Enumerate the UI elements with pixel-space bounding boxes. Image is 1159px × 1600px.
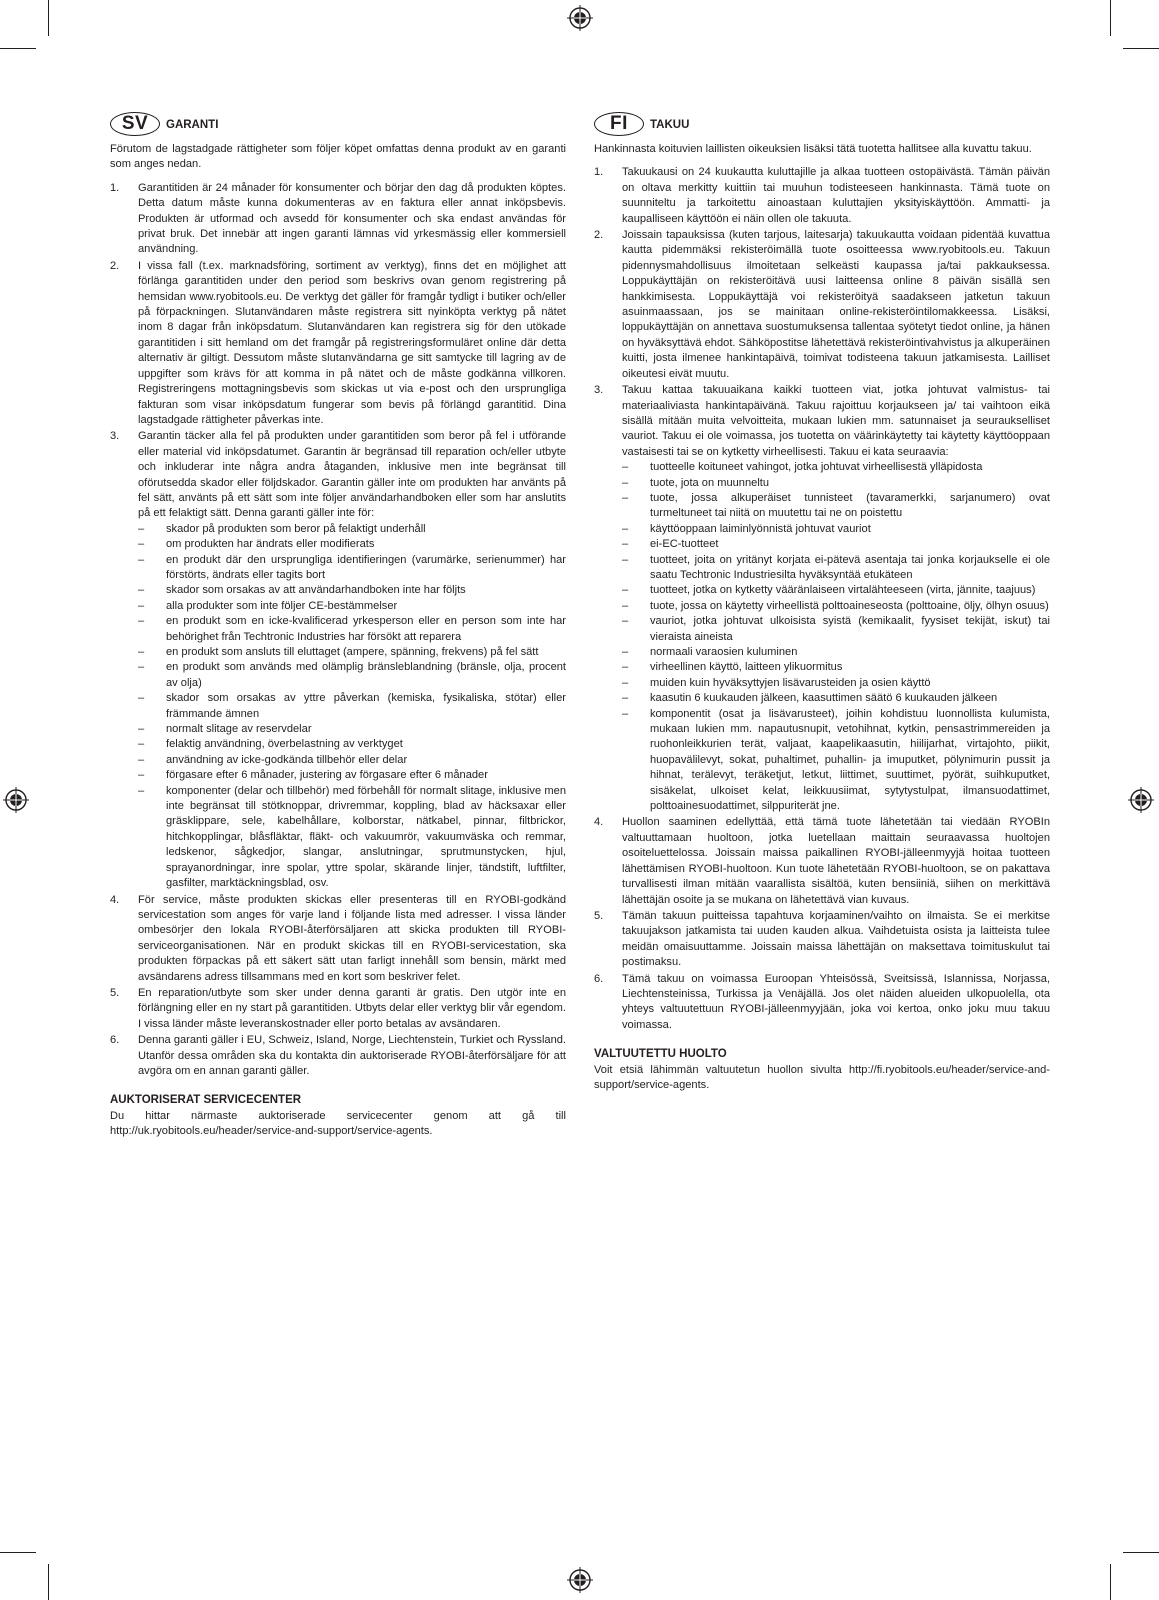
item-text: Tämän takuun puitteissa tapahtuva korjaaminen/vaihto on ilmaista. Se ei merkitse takuujakson jatkamista tai uuden kauden alkua. Vaihdetuista osista ja laitteista tulee meidän omaisuuttamme. Joissain maissa lähettäjän on maksettava toimituskulut tai postimaksu.: [622, 909, 1050, 969]
dash-bullet: –: [622, 661, 629, 674]
crop-mark: [1123, 48, 1159, 49]
section-title: TAKUU: [650, 119, 690, 132]
exclusion-list: [622, 460, 1050, 814]
dash-bullet: –: [138, 661, 145, 674]
exclusion-text: tuotteet, joita on yritänyt korjata ei-pätevä asentaja tai jonka korjaukselle ei ole saatu Techtronic Industriesilta hyväksyntää etukäteen: [650, 553, 1050, 581]
item-body: [138, 259, 566, 428]
exclusion-text: tuote, jossa on käytetty virheellistä polttoaineseosta (polttoaine, öljy, ölhyn osuus): [650, 599, 1049, 612]
exclusion-text: en produkt där den ursprungliga identifieringen (varumärke, serienummer) har förstörts, ändrats eller tagits bort: [166, 553, 566, 581]
intro-paragraph: Hankinnasta koituvien laillisten oikeuksien lisäksi tätä tuotetta hallitsee alla kuvattu takuu.: [594, 143, 1032, 155]
item-number: 5.: [110, 986, 120, 999]
list-item: [110, 986, 566, 1032]
dash-bullet: –: [138, 538, 145, 551]
exclusion-item: [138, 553, 566, 584]
exclusion-text: virheellinen käyttö, laitteen ylikuormitus: [650, 661, 843, 674]
item-number: 6.: [110, 1034, 120, 1047]
item-text: Garantin täcker alla fel på produkten under garantitiden som beror på fel i utförande eller material vid inköpsdatumet. Garantin är begränsad till reparation och/eller utbyte och inkluderar inte några andra åtaganden, inklusive men inte begränsat till oförutsedda skador eller följdskador. Garantin gäller inte om produkten har använts på fel sätt, använts på ett sätt som inte följer användarhandboken eller som har anslutits på ett felaktigt sätt. Denna garanti gäller inte för:: [138, 430, 566, 520]
dash-bullet: –: [138, 784, 145, 797]
service-paragraph: Du hittar närmaste auktoriserade servicecenter genom att gå till http://uk.ryobitools.eu/header/service-and-support/service-agents.: [110, 1109, 566, 1138]
exclusion-item: [622, 660, 1050, 675]
item-text: Joissain tapauksissa (kuten tarjous, laitesarja) takuukautta voidaan pidentää kuvattua kautta pidemmäksi rekisteröimällä tuote osoitteessa www.ryobitools.eu. Takuun pidennysmahdollisuus ilmoitetaan selkeästi kaupassa ja/tai pakkauksessa. Loppukäyttäjän on rekisteröitävä uusi laitteensa online 8 päivän sisällä sen hankkimisesta. Loppukäyttäjä voi rekisteröityä saadakseen jatketun takuun asuinmaassaan, jos se mainitaan online-rekisteröintilomakkeessa. Lisäksi, loppukäyttäjän on annettava suostumuksensa tallentaa syötetyt tiedot online, ja hänen on hyväksyttävä ehdot. Sähköpostitse lähetettävä rekisteröintivahvistus ja alkuperäinen kuitti, josta ilmenee hankintapäivä, toimivat todisteena takuun jatkamisesta. Lailliset oikeutesi eivät muutu.: [622, 229, 1050, 380]
list-item: [110, 893, 566, 985]
item-text: Tämä takuu on voimassa Euroopan Yhteisössä, Sveitsissä, Islannissa, Norjassa, Liechtensteinissa, Turkissa ja Venäjällä. Jos olet näiden alueiden ulkopuolella, ota yhteys valtuutettuun RYOBI-jälleenmyyjään, joka voi kertoa, onko joku muu takuu voimassa.: [622, 972, 1050, 1031]
list-item: [594, 815, 1050, 907]
section-header: [594, 110, 1050, 138]
item-text: Denna garanti gäller i EU, Schweiz, Island, Norge, Liechtenstein, Turkiet och Ryssland. Utanför dessa områden ska du kontakta din auktoriserade RYOBI-återförsäljare för att avgöra om en annan garanti gäller.: [138, 1034, 566, 1077]
dash-bullet: –: [622, 538, 629, 551]
exclusion-item: [138, 583, 566, 598]
item-body: [622, 228, 1050, 382]
item-body: [138, 1033, 566, 1079]
intro-paragraph: Förutom de lagstadgade rättigheter som följer köpet omfattas denna produkt av en garanti som anges nedan.: [110, 143, 566, 171]
crop-mark: [0, 48, 36, 49]
exclusion-text: muiden kuin hyväksyttyjen lisävarusteiden ja osien käyttö: [650, 676, 931, 689]
registration-mark-icon: [1127, 786, 1155, 814]
exclusion-item: [138, 660, 566, 691]
exclusion-item: [622, 645, 1050, 660]
exclusion-text: vauriot, jotka johtuvat ulkoisista syistä (kemikaalit, fyysiset tekijät, iskut) tai vieraista aineista: [650, 615, 1050, 643]
service-paragraph: Voit etsiä lähimmän valtuutetun huollon sivulta http://fi.ryobitools.eu/header/service-and-support/service-agents.: [594, 1063, 1050, 1091]
exclusion-text: skador som orsakas av att användarhandboken inte har följts: [166, 584, 466, 597]
list-item: [110, 1033, 566, 1079]
dash-bullet: –: [138, 646, 145, 658]
exclusion-text: tuotteelle koituneet vahingot, jotka johtuvat virheellisestä ylläpidosta: [650, 461, 983, 474]
item-text: En reparation/utbyte som sker under denna garanti är gratis. Den utgör inte en förlängning eller en ny start på garantitiden. Utbyts delar eller verktyg blir vår egendom. I vissa länder måste leveranskostnader eller porto betalas av avsändaren.: [138, 986, 566, 1030]
exclusion-text: skador på produkten som beror på felaktigt underhåll: [166, 522, 426, 535]
exclusion-text: om produkten har ändrats eller modifierats: [166, 538, 375, 551]
list-item: [110, 181, 566, 258]
list-item: [110, 259, 566, 428]
item-text: Takuu kattaa takuuaikana kaikki tuotteen viat, jotka johtuvat valmistus- tai materiaaliviasta hankintapäivänä. Takuu rajoittuu korjaukseen ja/ tai vaihtoon eikä sisällä mitään muita velvoitteita, mukaan lukien mm. satunnaiset ja seuraukselliset vauriot. Takuu ei ole voimassa, jos tuotetta on väärinkäytetty tai käytetty käyttöoppaan vastaisesti tai se on kytketty virheellisesti. Takuu ei kata seuraavia:: [622, 384, 1050, 458]
item-body: [622, 165, 1050, 227]
section-fi-warranty: [594, 110, 1050, 1093]
dash-bullet: –: [622, 476, 629, 489]
dash-bullet: –: [138, 584, 145, 597]
section-sv-warranty: [110, 110, 566, 1140]
registration-mark-icon: [566, 4, 594, 32]
crop-mark: [48, 0, 49, 36]
exclusion-text: en produkt som ansluts till eluttaget (ampere, spänning, frekvens) på fel sätt: [166, 646, 539, 658]
section-header: [110, 110, 566, 138]
language-badge: SV: [110, 112, 160, 136]
item-number: 4.: [110, 893, 120, 906]
item-number: 3.: [110, 430, 120, 443]
exclusion-text: komponenter (delar och tillbehör) med förbehåll för normalt slitage, inklusive men inte begränsat till stötknoppar, drivremmar, koppling, blad av häcksaxar eller gräsklippare, sele, kabelhållare, kolborstar, nätkabel, pinnar, filtbrickor, hitchkopplingar, blåsfläktar, fläkt- och vakuumrör, vakuumväska och remmar, ledskenor, sågkedjor, slangar, anslutningar, sprutmunstycken, hjul, sprayanordningar, inre spolar, yttre spolar, skärande linjer, tändstift, luftfilter, gasfilter, marktäckningsblad, osv.: [166, 784, 566, 890]
service-heading: VALTUUTETTU HUOLTO: [594, 1048, 727, 1061]
crop-mark: [1110, 1564, 1111, 1600]
item-text: Huollon saaminen edellyttää, että tämä tuote lähetetään tai viedään RYOBIn valtuuttamaan huoltoon, jotka luetellaan maittain seuraavassa huoltojen osoiteluettelossa. Joissain maissa paikallinen RYOBI-jälleenmyyjä hoitaa tuotteen lähettämisen RYOBI-huoltoon. Kun tuote lähetetään RYOBI-huoltoon, se on pakattava turvallisesti ilman mitään vaarallista sisältöä, kuten bensiiniä, siihen on merkittävä lähettäjän osoite ja se mukana on lähetettävä vian kuvaus.: [622, 816, 1050, 906]
exclusion-item: [138, 614, 566, 645]
exclusion-text: användning av icke-godkända tillbehör eller delar: [166, 753, 408, 766]
dash-bullet: –: [622, 615, 629, 628]
item-number: 1.: [594, 166, 604, 179]
crop-mark: [1123, 1552, 1159, 1553]
list-item: [594, 228, 1050, 382]
exclusion-text: felaktig användning, överbelastning av verktyget: [166, 738, 403, 751]
exclusion-item: [622, 691, 1050, 706]
exclusion-text: en produkt som en icke-kvalificerad yrkesperson eller en person som inte har behörighet från Techtronic Industries har försökt att reparera: [166, 615, 566, 643]
dash-bullet: –: [622, 461, 629, 474]
exclusion-item: [622, 522, 1050, 537]
dash-bullet: –: [622, 599, 629, 612]
registration-mark-icon: [566, 1566, 594, 1594]
dash-bullet: –: [138, 553, 145, 566]
dash-bullet: –: [138, 753, 145, 766]
item-text: Takuukausi on 24 kuukautta kuluttajille ja alkaa tuotteen ostopäivästä. Tämän päivän on oltava merkitty kuittiin tai muuhun todisteeseen hankinnasta. Tämä tuote on suunniteltu ja tarkoitettu ainoastaan kuluttajien yksityiskäyttöön. Ammatti- ja kaupalliseen käyttöön ei näin ollen ole takuuta.: [622, 166, 1050, 225]
dash-bullet: –: [622, 676, 629, 689]
language-badge: FI: [594, 112, 644, 136]
warranty-list: [110, 181, 566, 1080]
list-item: [594, 972, 1050, 1034]
exclusion-item: [138, 691, 566, 722]
exclusion-item: [622, 537, 1050, 552]
dash-bullet: –: [138, 738, 145, 751]
item-number: 3.: [594, 384, 604, 397]
item-text: I vissa fall (t.ex. marknadsföring, sortiment av verktyg), finns det en möjlighet att förlänga garantitiden under den period som beskrivs ovan genom registrering på hemsidan www.ryobitools.eu. De verktyg det gäller för framgår tydligt i butiker och/eller på förpackningen. Slutanvändaren måste registrera sitt nyinköpta verktyg på nätet inom 8 dagar från inköpsdatum. Slutanvändaren kan registrera sig för den utökade garantitiden i sitt hemland om det framgår på registreringsformuläret online där detta alternativ är giltigt. Dessutom måste slutanvändarna ge sitt samtycke till lagring av de uppgifter som krävs för att komma in på nätet och de måste godkänna villkoren. Registreringens mottagningsbevis som skickas ut via e-post och den ursprungliga fakturan som visar inköpsdatum fungerar som bevis på förlängd garantitid. Dina lagstadgade rättigheter påverkas inte.: [138, 259, 566, 426]
exclusion-item: [622, 553, 1050, 584]
exclusion-text: förgasare efter 6 månader, justering av förgasare efter 6 månader: [166, 769, 488, 782]
dash-bullet: –: [622, 646, 629, 658]
dash-bullet: –: [138, 769, 145, 782]
exclusion-text: ei-EC-tuotteet: [650, 538, 719, 551]
dash-bullet: –: [138, 599, 145, 612]
item-body: [622, 909, 1050, 971]
item-text: Garantitiden är 24 månader för konsumenter och börjar den dag då produkten köptes. Detta datum måste kunna dokumenteras av en faktura eller annat inköpsbevis. Produkten är utformad och avsedd för konsumenter och ska endast användas för privat bruk. Det innebär att ingen garanti lämnas vid yrkesmässig eller kommersiell användning.: [138, 181, 566, 256]
registration-mark-icon: [2, 786, 30, 814]
item-body: [622, 383, 1050, 814]
dash-bullet: –: [138, 692, 145, 705]
exclusion-item: [138, 645, 566, 660]
item-number: 4.: [594, 816, 604, 829]
dash-bullet: –: [622, 584, 629, 597]
exclusion-item: [138, 737, 566, 752]
section-title: GARANTI: [166, 119, 219, 132]
dash-bullet: –: [622, 491, 629, 504]
item-number: 2.: [110, 259, 120, 272]
dash-bullet: –: [622, 553, 629, 566]
dash-bullet: –: [138, 615, 145, 628]
item-body: [138, 986, 566, 1032]
dash-bullet: –: [622, 522, 629, 535]
exclusion-text: käyttöoppaan laiminlyönnistä johtuvat vauriot: [650, 522, 871, 535]
dash-bullet: –: [138, 522, 145, 535]
exclusion-item: [622, 491, 1050, 522]
item-body: [138, 429, 566, 891]
exclusion-list: [138, 522, 566, 892]
item-body: [138, 893, 566, 985]
exclusion-text: alla produkter som inte följer CE-bestämmelser: [166, 599, 398, 612]
exclusion-text: komponentit (osat ja lisävarusteet), joihin kohdistuu luonnollista kulumista, mukaan lukien mm. napautusnupit, vetohihnat, kytkin, pensastrimmereiden ja ruohonleikkurien terät, valjaat, kaapelikaasutin, hiilijarhat, virtajohto, piikit, huopavälilevyt, sokat, puhaltimet, puhallin- ja imuputket, pölynimurin pussit ja hihnat, terälevyt, teräketjut, letkut, liittimet, suuttimet, pyörät, suihkuputket, sisäkelat, ulkoiset kelat, leikkuusiimat, sytytystulpat, ilmansuodattimet, polttoainesuodattimet, silppuriterät jne.: [650, 707, 1050, 813]
item-number: 2.: [594, 229, 604, 242]
item-body: [138, 181, 566, 258]
exclusion-item: [138, 768, 566, 783]
exclusion-item: [622, 583, 1050, 598]
warranty-list: [594, 165, 1050, 1033]
exclusion-item: [138, 599, 566, 614]
dash-bullet: –: [138, 723, 145, 736]
exclusion-item: [138, 537, 566, 552]
exclusion-item: [622, 476, 1050, 491]
exclusion-item: [622, 707, 1050, 815]
exclusion-text: tuotteet, jotka on kytketty vääränlaiseen virtalähteeseen (virta, jännite, taajuus): [650, 584, 1036, 597]
dash-bullet: –: [622, 692, 629, 705]
exclusion-text: normalt slitage av reservdelar: [166, 723, 312, 736]
exclusion-text: normaali varaosien kuluminen: [650, 646, 798, 658]
crop-mark: [48, 1564, 49, 1600]
crop-mark: [1110, 0, 1111, 36]
item-body: [622, 815, 1050, 907]
exclusion-text: tuote, jossa alkuperäiset tunnisteet (tavaramerkki, sarjanumero) ovat turmeltuneet tai niitä on muutettu tai ne on poistettu: [650, 491, 1050, 520]
item-number: 1.: [110, 181, 120, 194]
crop-mark: [0, 1552, 36, 1553]
list-item: [110, 429, 566, 891]
exclusion-item: [622, 676, 1050, 691]
exclusion-item: [138, 784, 566, 892]
item-number: 6.: [594, 972, 604, 985]
list-item: [594, 909, 1050, 971]
exclusion-text: skador som orsakas av yttre påverkan (kemiska, fysikaliska, stötar) eller främmande ämnen: [166, 692, 566, 720]
exclusion-item: [622, 460, 1050, 475]
service-heading: AUKTORISERAT SERVICECENTER: [110, 1094, 302, 1107]
exclusion-item: [622, 614, 1050, 645]
dash-bullet: –: [622, 707, 629, 720]
item-body: [622, 972, 1050, 1034]
list-item: [594, 165, 1050, 227]
item-number: 5.: [594, 909, 604, 922]
list-item: [594, 383, 1050, 814]
exclusion-text: kaasutin 6 kuukauden jälkeen, kaasuttimen säätö 6 kuukauden jälkeen: [650, 692, 998, 705]
exclusion-item: [138, 753, 566, 768]
exclusion-text: tuote, jota on muunneltu: [650, 476, 770, 489]
exclusion-item: [138, 722, 566, 737]
exclusion-item: [138, 522, 566, 537]
exclusion-text: en produkt som används med olämplig bränsleblandning (bränsle, olja, procent av olja): [166, 661, 566, 689]
exclusion-item: [622, 599, 1050, 614]
item-text: För service, måste produkten skickas eller presenteras till en RYOBI-godkänd servicestation som anges för varje land i följande lista med adresser. I vissa länder ombesörjer den lokala RYOBI-återförsäljaren att skicka produkten till RYOBI-serviceorganisationen. När en produkt skickas till en RYOBI-servicestation, ska produkten förpackas på ett säkert sätt utan farligt innehåll som bensin, märkt med avsändarens adress tillsammans med en kort som beskriver felet.: [138, 893, 566, 983]
